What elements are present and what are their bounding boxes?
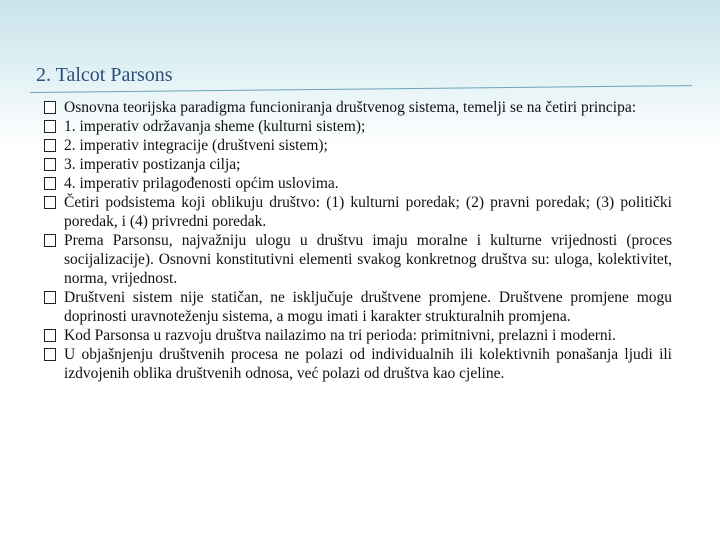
checkbox-bullet-icon bbox=[44, 158, 56, 171]
checkbox-bullet-icon bbox=[44, 177, 56, 190]
list-item bbox=[44, 288, 672, 326]
list-item-text: 2. imperativ integracije (društveni sistem); bbox=[64, 137, 328, 154]
list-item-text: 1. imperativ održavanja sheme (kulturni sistem); bbox=[64, 118, 366, 135]
bullet-list bbox=[44, 98, 672, 383]
list-item-text: U objašnjenju društvenih procesa ne polazi od individualnih ili kolektivnih ponašanja ljudi ili izdvojenih oblika društvenih odnosa, već polazi od društva kao cjeline. bbox=[64, 346, 672, 382]
list-item bbox=[44, 174, 672, 193]
list-item-text: Prema Parsonsu, najvažniju ulogu u društvu imaju moralne i kulturne vrijednosti (proces socijalizacije). Osnovni konstitutivni elementi svakog konkretnog društva su: uloga, kolektivitet, norma, vrijednost. bbox=[64, 232, 672, 287]
list-item bbox=[44, 155, 672, 174]
checkbox-bullet-icon bbox=[44, 234, 56, 247]
title-band bbox=[0, 0, 720, 110]
checkbox-bullet-icon bbox=[44, 101, 56, 114]
list-item bbox=[44, 117, 672, 136]
list-item bbox=[44, 326, 672, 345]
slide-title: 2. Talcot Parsons bbox=[36, 64, 173, 86]
checkbox-bullet-icon bbox=[44, 348, 56, 361]
checkbox-bullet-icon bbox=[44, 139, 56, 152]
list-item-text: Kod Parsonsa u razvoju društva nailazimo na tri perioda: primitnivni, prelazni i moderni. bbox=[64, 327, 616, 344]
list-item-text: 3. imperativ postizanja cilja; bbox=[64, 156, 241, 173]
checkbox-bullet-icon bbox=[44, 329, 56, 342]
list-item-text: 4. imperativ prilagođenosti općim uslovima. bbox=[64, 175, 339, 192]
checkbox-bullet-icon bbox=[44, 196, 56, 209]
list-item-text: Društveni sistem nije statičan, ne isključuje društvene promjene. Društvene promjene mogu doprinosti uravnoteženju sistema, a mogu imati i karakter strukturalnih promjena. bbox=[64, 289, 672, 325]
list-item bbox=[44, 345, 672, 383]
list-item bbox=[44, 193, 672, 231]
checkbox-bullet-icon bbox=[44, 120, 56, 133]
list-item bbox=[44, 136, 672, 155]
list-item-text: Četiri podsistema koji oblikuju društvo: (1) kulturni poredak; (2) pravni poredak; (3) politički poredak, i (4) privredni poredak. bbox=[64, 194, 672, 230]
list-item-text: Osnovna teorijska paradigma funcioniranja društvenog sistema, temelji se na četiri principa: bbox=[64, 99, 637, 116]
list-item bbox=[44, 231, 672, 288]
checkbox-bullet-icon bbox=[44, 291, 56, 304]
list-item bbox=[44, 98, 672, 117]
